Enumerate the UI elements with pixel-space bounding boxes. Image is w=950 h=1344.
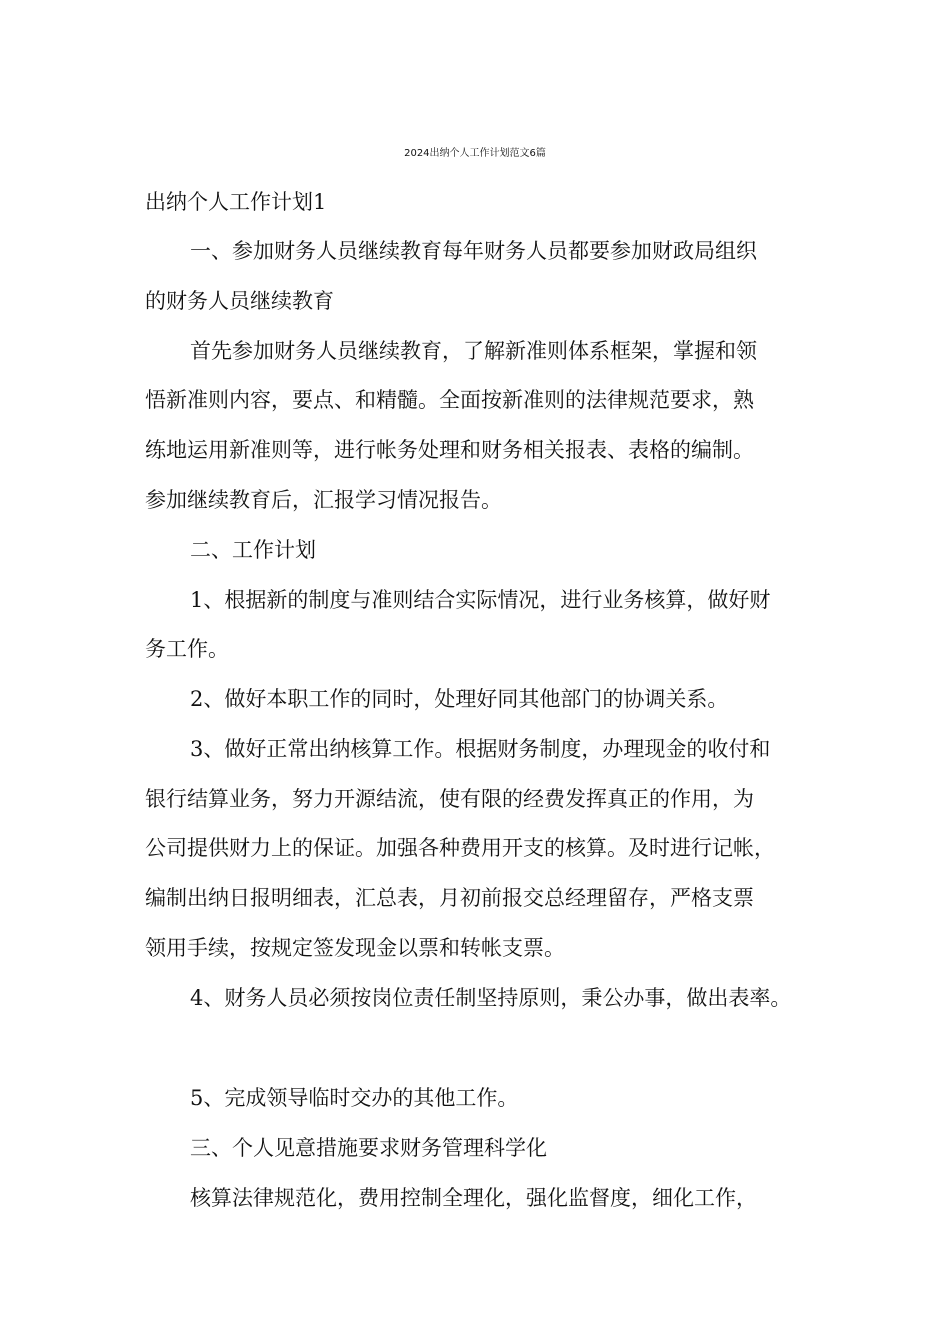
document-title: 2024出纳个人工作计划范文6篇 bbox=[404, 148, 546, 159]
paragraph-line: 核算法律规范化，费用控制全理化，强化监督度，细化工作， bbox=[190, 1186, 757, 1210]
paragraph-line: 二、工作计划 bbox=[190, 538, 316, 562]
paragraph-line: 1、根据新的制度与准则结合实际情况，进行业务核算，做好财 bbox=[190, 588, 771, 612]
paragraph-line: 公司提供财力上的保证。加强各种费用开支的核算。及时进行记帐， bbox=[145, 836, 775, 860]
paragraph-line: 一、参加财务人员继续教育每年财务人员都要参加财政局组织 bbox=[190, 239, 757, 263]
paragraph-line: 3、做好正常出纳核算工作。根据财务制度，办理现金的收付和 bbox=[190, 737, 771, 761]
paragraph-line: 4、财务人员必须按岗位责任制坚持原则，秉公办事，做出表率。 bbox=[190, 986, 792, 1010]
section-heading: 出纳个人工作计划1 bbox=[145, 190, 327, 214]
paragraph-line: 银行结算业务，努力开源结流，使有限的经费发挥真正的作用，为 bbox=[145, 787, 754, 811]
paragraph-line: 5、完成领导临时交办的其他工作。 bbox=[190, 1086, 519, 1110]
paragraph-line: 领用手续，按规定签发现金以票和转帐支票。 bbox=[145, 936, 565, 960]
paragraph-line: 悟新准则内容，要点、和精髓。全面按新准则的法律规范要求，熟 bbox=[145, 388, 754, 412]
paragraph-line: 三、个人见意措施要求财务管理科学化 bbox=[190, 1136, 547, 1160]
paragraph-line: 练地运用新准则等，进行帐务处理和财务相关报表、表格的编制。 bbox=[145, 438, 754, 462]
paragraph-line: 务工作。 bbox=[145, 637, 229, 661]
paragraph-line: 2、做好本职工作的同时，处理好同其他部门的协调关系。 bbox=[190, 687, 729, 711]
paragraph-line: 首先参加财务人员继续教育，了解新准则体系框架，掌握和领 bbox=[190, 339, 757, 363]
paragraph-line: 的财务人员继续教育 bbox=[145, 289, 334, 313]
paragraph-line: 参加继续教育后，汇报学习情况报告。 bbox=[145, 488, 502, 512]
paragraph-line: 编制出纳日报明细表，汇总表，月初前报交总经理留存，严格支票 bbox=[145, 886, 754, 910]
